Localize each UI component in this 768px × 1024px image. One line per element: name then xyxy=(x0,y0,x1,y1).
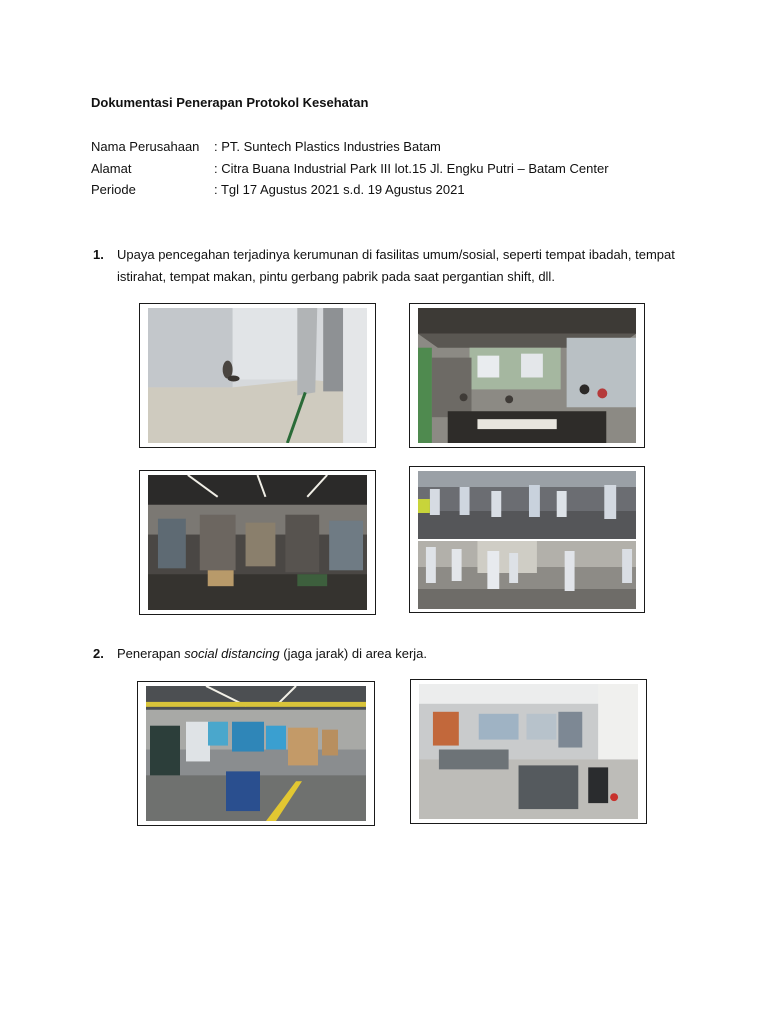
photo-frame-work-area xyxy=(137,681,375,826)
meta-value: : Tgl 17 Agustus 2021 s.d. 19 Agustus 2021 xyxy=(214,182,465,197)
photo-factory-floor xyxy=(148,475,367,610)
photo-stack-shift-gate xyxy=(418,471,636,608)
photo-frame-office xyxy=(410,679,647,824)
photo-frame-shift-gate xyxy=(409,466,645,613)
section-text-italic: social distancing xyxy=(184,646,280,661)
section-1 xyxy=(91,244,681,288)
document-title: Dokumentasi Penerapan Protokol Kesehatan xyxy=(91,95,369,110)
section-number: 1. xyxy=(93,247,104,262)
section-2 xyxy=(91,643,681,665)
photo-prayer-room xyxy=(148,308,367,443)
section-text xyxy=(117,643,681,665)
meta-label: Periode xyxy=(91,182,136,197)
meta-label: Nama Perusahaan xyxy=(91,139,200,154)
photo-work-area xyxy=(146,686,366,821)
photo-frame-prayer-room xyxy=(139,303,376,448)
photo-shift-gate-bottom xyxy=(418,541,636,609)
meta-value: : Citra Buana Industrial Park III lot.15 Jl. Engku Putri – Batam Center xyxy=(214,161,609,176)
photo-frame-factory-floor xyxy=(139,470,376,615)
meta-label: Alamat xyxy=(91,161,132,176)
section-text: Upaya pencegahan terjadinya kerumunan di fasilitas umum/sosial, seperti tempat ibadah, tempat istirahat, tempat makan, pintu gerbang pabrik pada saat pergantian shift, dll. xyxy=(117,247,675,284)
photo-office xyxy=(419,684,638,819)
photo-frame-canteen xyxy=(409,303,645,448)
section-text-before: Penerapan xyxy=(117,646,185,661)
photo-shift-gate-top xyxy=(418,471,636,539)
section-text-after: (jaga jarak) di area kerja. xyxy=(279,646,428,661)
meta-value: : PT. Suntech Plastics Industries Batam xyxy=(214,139,441,154)
photo-canteen xyxy=(418,308,636,443)
section-number: 2. xyxy=(93,646,104,661)
